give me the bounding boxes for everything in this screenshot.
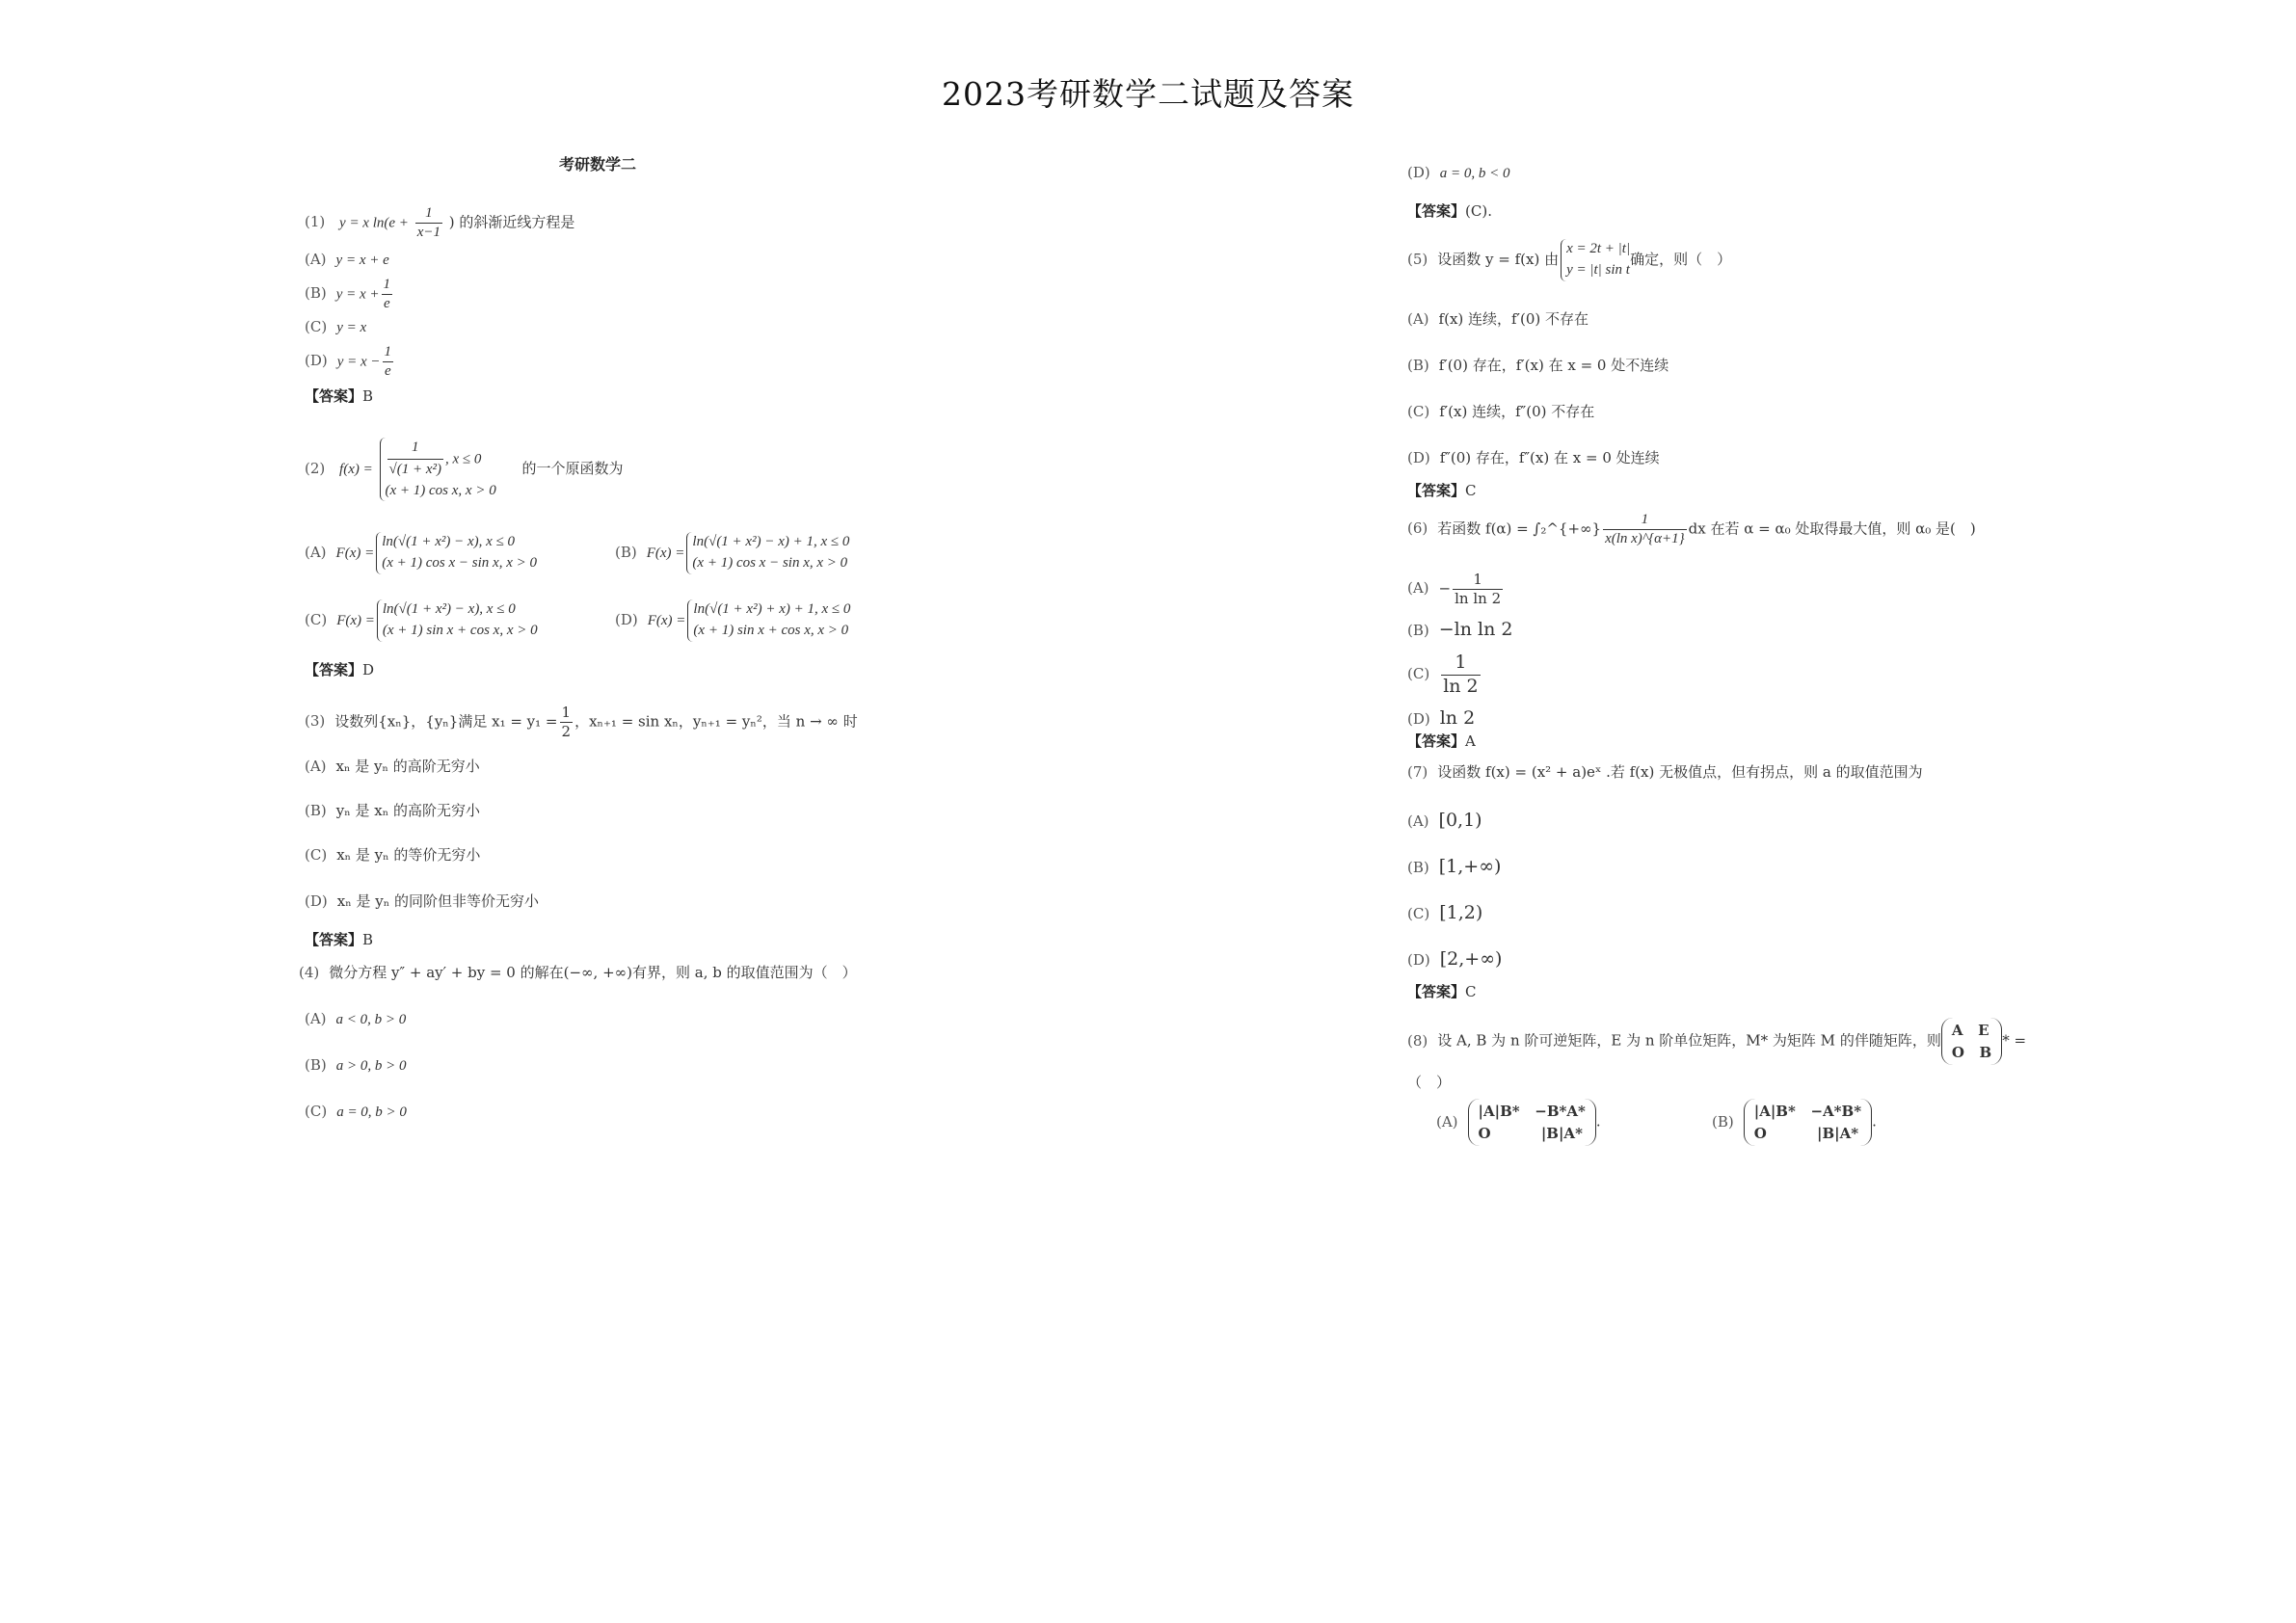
q2-answer-tag: 【答案】 (305, 661, 363, 678)
q6-option-c (1407, 652, 1482, 699)
q1-b-den: e (383, 295, 390, 311)
q1-d-text: y = x − (336, 354, 381, 370)
q3-c-label: (C) (305, 846, 328, 864)
q6-a-label: (A) (1407, 579, 1429, 598)
q4-option-c (305, 1103, 407, 1122)
q6-option-b (1407, 619, 1512, 642)
q1-a-label: (A) (305, 251, 327, 268)
q4-answer (1407, 202, 1492, 221)
q3-fraction (560, 704, 574, 741)
q2-option-b (615, 532, 849, 574)
q5-b-text: f′(0) 存在，f′(x) 在 x = 0 处不连续 (1438, 357, 1669, 374)
q7-answer-tag: 【答案】 (1407, 983, 1466, 1000)
q6-c-den: ln 2 (1443, 675, 1479, 697)
q2-b-label: (B) (615, 543, 637, 561)
q8-stem-text: 设 A, B 为 n 阶可逆矩阵，E 为 n 阶单位矩阵，M* 为矩阵 M 的伴随矩阵，则 (1437, 1031, 1941, 1050)
q2-c-f: F(x) = (336, 612, 375, 628)
q2-d-piecewise (687, 599, 850, 642)
q2-b-line2: (x + 1) cos x − sin x, x > 0 (692, 554, 848, 571)
q2-a-piecewise (376, 532, 537, 574)
q2-answer-value: D (362, 661, 375, 678)
q8-a-label: (A) (1436, 1112, 1458, 1131)
q2-d-line2: (x + 1) sin x + cos x, x > 0 (693, 622, 849, 638)
q7-stem (1407, 763, 1923, 782)
q4-answer-value: (C). (1465, 202, 1492, 220)
q2-d-f: F(x) = (647, 612, 686, 628)
q7-number: (7) (1407, 763, 1428, 781)
q5-d-label: (D) (1407, 449, 1430, 466)
q4-a-text: a < 0, b > 0 (335, 1012, 407, 1027)
q1-b-num: 1 (382, 276, 393, 295)
q4-stem (299, 964, 857, 982)
q3-d-text: xₙ 是 yₙ 的同阶但非等价无穷小 (336, 892, 539, 910)
q6-fraction (1603, 511, 1687, 548)
q8-matrix-row2: O B (1951, 1043, 1992, 1061)
q1-frac-num: 1 (415, 204, 442, 224)
q7-option-a (1407, 810, 1482, 833)
q4-d-label: (D) (1407, 164, 1430, 181)
q1-option-a (305, 251, 389, 270)
q8-a-matrix (1468, 1099, 1596, 1146)
q6-d-label: (D) (1407, 710, 1430, 728)
q5-eq2: y = |t| sin t (1566, 261, 1630, 278)
q2-d-line1: ln(√(1 + x²) + x) + 1, x ≤ 0 (693, 601, 851, 617)
q7-d-label: (D) (1407, 951, 1430, 969)
q1-answer-value: B (362, 387, 374, 405)
q5-answer (1407, 482, 1477, 500)
q6-number: (6) (1407, 519, 1428, 538)
q2-c-line1: ln(√(1 + x²) − x), x ≤ 0 (382, 601, 516, 617)
q6-b-label: (B) (1407, 622, 1429, 639)
q2-c-label: (C) (305, 610, 328, 628)
q5-stem-pre: 设函数 y = f(x) 由 (1437, 250, 1560, 268)
q6-a-num: 1 (1453, 571, 1503, 590)
q6-c-num: 1 (1441, 652, 1480, 676)
q2-a-label: (A) (305, 543, 327, 561)
q6-stem (1407, 511, 1976, 548)
q7-c-text: [1,2) (1439, 902, 1483, 923)
q2-option-c (305, 599, 538, 642)
q7-b-text: [1,+∞) (1438, 856, 1502, 877)
q7-answer-value: C (1465, 983, 1477, 1000)
q1-number: (1) (305, 213, 326, 231)
q6-option-a (1407, 571, 1505, 608)
q5-a-text: f(x) 连续，f′(0) 不存在 (1438, 310, 1589, 328)
q8-option-b: (B) |A|B* −A*B* O |B|A* . (1712, 1099, 1877, 1146)
q5-stem (1407, 239, 1731, 281)
q1-answer (305, 387, 373, 406)
q2-c1-num: 1 (387, 438, 444, 460)
q3-stem-pre: 设数列{xₙ}，{yₙ}满足 x₁ = y₁ = (334, 712, 558, 731)
q3-frac-num: 1 (561, 704, 572, 721)
q1-b-label: (B) (305, 284, 327, 303)
q5-answer-value: C (1465, 482, 1477, 499)
q2-option-d (615, 599, 850, 642)
q4-answer-tag: 【答案】 (1407, 202, 1466, 220)
q4-c-text: a = 0, b > 0 (336, 1104, 407, 1120)
q3-answer-value: B (362, 931, 374, 948)
q2-option-a (305, 532, 537, 574)
q3-answer-tag: 【答案】 (305, 931, 363, 948)
section-subtitle: 考研数学二 (559, 155, 637, 173)
q4-b-label: (B) (305, 1056, 327, 1074)
q5-answer-tag: 【答案】 (1407, 482, 1466, 499)
q6-answer-tag: 【答案】 (1407, 732, 1466, 750)
q5-stem-post: 确定，则（ ） (1630, 250, 1732, 268)
q2-a-line1: ln(√(1 + x²) − x), x ≤ 0 (382, 534, 516, 549)
q7-a-label: (A) (1407, 812, 1429, 830)
q6-answer-value: A (1465, 732, 1476, 750)
q7-b-label: (B) (1407, 859, 1429, 876)
q3-c-text: xₙ 是 yₙ 的等价无穷小 (336, 846, 481, 864)
q2-b-f: F(x) = (646, 545, 685, 561)
q5-option-c (1407, 403, 1594, 421)
q7-option-b (1407, 856, 1501, 879)
q2-number: (2) (305, 460, 326, 478)
q6-d-text: ln 2 (1439, 707, 1476, 729)
q1-option-b (305, 276, 394, 313)
q8-b-label: (B) (1712, 1112, 1734, 1131)
q1-d-den: e (384, 362, 391, 379)
q3-frac-den: 2 (561, 722, 572, 740)
q8-a-row1: |A|B* −B*A* (1478, 1103, 1586, 1120)
q1-b-frac (382, 276, 393, 313)
q4-b-text: a > 0, b > 0 (335, 1058, 407, 1074)
q6-stem-pre: 若函数 f(α) = ∫₂^{+∞} (1437, 519, 1602, 538)
q8-a-row2: O |B|A* (1478, 1124, 1583, 1142)
q3-option-b (305, 802, 480, 820)
q1-d-frac (383, 343, 394, 381)
q8-matrix-row1: A E (1951, 1022, 1989, 1039)
q2-c-line2: (x + 1) sin x + cos x, x > 0 (382, 622, 538, 638)
q5-number: (5) (1407, 250, 1428, 268)
q6-b-text: −ln ln 2 (1438, 619, 1513, 640)
q7-d-text: [2,+∞) (1439, 948, 1503, 970)
q3-number: (3) (305, 712, 326, 731)
q1-a-text: y = x + e (335, 253, 389, 268)
q3-stem-post: ，xₙ₊₁ = sin xₙ，yₙ₊₁ = yₙ²，当 n → ∞ 时 (574, 712, 858, 731)
q2-c-piecewise (377, 599, 538, 642)
q5-option-b (1407, 357, 1669, 375)
q3-answer (305, 931, 373, 949)
q5-option-a (1407, 310, 1589, 329)
q1-option-d (305, 343, 395, 381)
q6-c-label: (C) (1407, 665, 1430, 683)
q3-b-label: (B) (305, 802, 327, 819)
q1-stem (305, 204, 574, 242)
q3-stem (305, 704, 858, 741)
q6-frac-den: x(ln x)^{α+1} (1605, 530, 1685, 546)
q8-b-row1: |A|B* −A*B* (1753, 1103, 1862, 1120)
q2-f: f(x) = (339, 462, 373, 478)
q8-stem (1407, 1018, 2026, 1065)
q2-piecewise (380, 438, 496, 501)
q6-a-den: ln ln 2 (1455, 589, 1502, 607)
q1-answer-tag: 【答案】 (305, 387, 363, 405)
q2-a-f: F(x) = (335, 545, 375, 561)
q4-stem-text: 微分方程 y″ + ay′ + by = 0 的解在(−∞, +∞)有界，则 a, b 的取值范围为（ ） (329, 964, 857, 981)
q5-c-label: (C) (1407, 403, 1430, 420)
q1-tail: ) 的斜渐近线方程是 (448, 213, 575, 231)
q5-eq1: x = 2t + |t| (1566, 241, 1631, 256)
q2-stem (305, 438, 624, 501)
q7-option-d (1407, 948, 1502, 971)
q5-option-d (1407, 449, 1660, 467)
q2-a-line2: (x + 1) cos x − sin x, x > 0 (382, 554, 537, 571)
q4-option-a (305, 1010, 406, 1029)
q2-c1-den: √(1 + x²) (388, 461, 441, 477)
q6-a-frac (1453, 571, 1503, 608)
q2-c1-cond: , x ≤ 0 (445, 451, 482, 467)
q1-c-text: y = x (336, 320, 367, 335)
q1-frac-den: x−1 (416, 224, 441, 240)
q6-a-sign: − (1438, 579, 1452, 598)
q4-option-b (305, 1056, 406, 1076)
q6-answer (1407, 732, 1476, 751)
q2-c2: (x + 1) cos x, x > 0 (385, 482, 496, 498)
page-title: 2023考研数学二试题及答案 (942, 75, 1354, 113)
q1-d-num: 1 (383, 343, 394, 362)
q1-d-label: (D) (305, 352, 328, 370)
q5-a-label: (A) (1407, 310, 1429, 328)
q8-number: (8) (1407, 1031, 1428, 1050)
q8-b-row2: O |B|A* (1753, 1124, 1859, 1142)
q3-a-text: xₙ 是 yₙ 的高阶无穷小 (335, 758, 480, 775)
q6-c-frac (1441, 652, 1480, 699)
q4-d-text: a = 0, b < 0 (1439, 166, 1510, 181)
q2-d-label: (D) (615, 610, 638, 628)
q2-b-line1: ln(√(1 + x²) − x) + 1, x ≤ 0 (692, 534, 850, 549)
q6-stem-post: dx 在若 α = α₀ 处取得最大值，则 α₀ 是( ) (1688, 519, 1976, 538)
q3-d-label: (D) (305, 892, 328, 910)
q2-answer (305, 661, 374, 679)
q3-option-d (305, 892, 539, 911)
q1-fraction (415, 204, 442, 242)
q8-b-matrix (1744, 1099, 1872, 1146)
q4-option-d (1407, 164, 1509, 183)
q4-number: (4) (299, 964, 320, 981)
q7-answer (1407, 983, 1477, 1001)
q5-d-text: f″(0) 存在，f″(x) 在 x = 0 处连续 (1439, 449, 1660, 466)
q8-paren: （ ） (1407, 1074, 1452, 1091)
q8-option-a: (A) |A|B* −B*A* O |B|A* . (1436, 1099, 1601, 1146)
q1-c-label: (C) (305, 318, 328, 335)
q3-option-c (305, 846, 480, 865)
q6-option-d (1407, 707, 1475, 731)
q3-option-a (305, 758, 480, 776)
q5-b-label: (B) (1407, 357, 1429, 374)
q7-stem-text: 设函数 f(x) = (x² + a)eˣ .若 f(x) 无极值点，但有拐点，则 a 的取值范围为 (1437, 763, 1923, 781)
q1-option-c (305, 318, 366, 337)
q3-a-label: (A) (305, 758, 327, 775)
q8-block-matrix (1941, 1018, 2002, 1065)
q7-a-text: [0,1) (1438, 810, 1482, 831)
q1-expr: y = x ln(e + (339, 215, 409, 231)
q1-b-text: y = x + (335, 286, 380, 303)
q6-frac-num: 1 (1603, 511, 1687, 530)
q7-c-label: (C) (1407, 905, 1430, 922)
q7-option-c (1407, 902, 1482, 925)
q4-c-label: (C) (305, 1103, 328, 1120)
q3-b-text: yₙ 是 xₙ 的高阶无穷小 (335, 802, 480, 819)
q2-tail: 的一个原函数为 (521, 460, 624, 478)
q2-b-piecewise (686, 532, 849, 574)
q5-param-system (1561, 239, 1630, 281)
q4-a-label: (A) (305, 1010, 327, 1027)
q8-matrix-tail: * = (2002, 1031, 2027, 1050)
q5-c-text: f′(x) 连续，f″(0) 不存在 (1439, 403, 1595, 420)
